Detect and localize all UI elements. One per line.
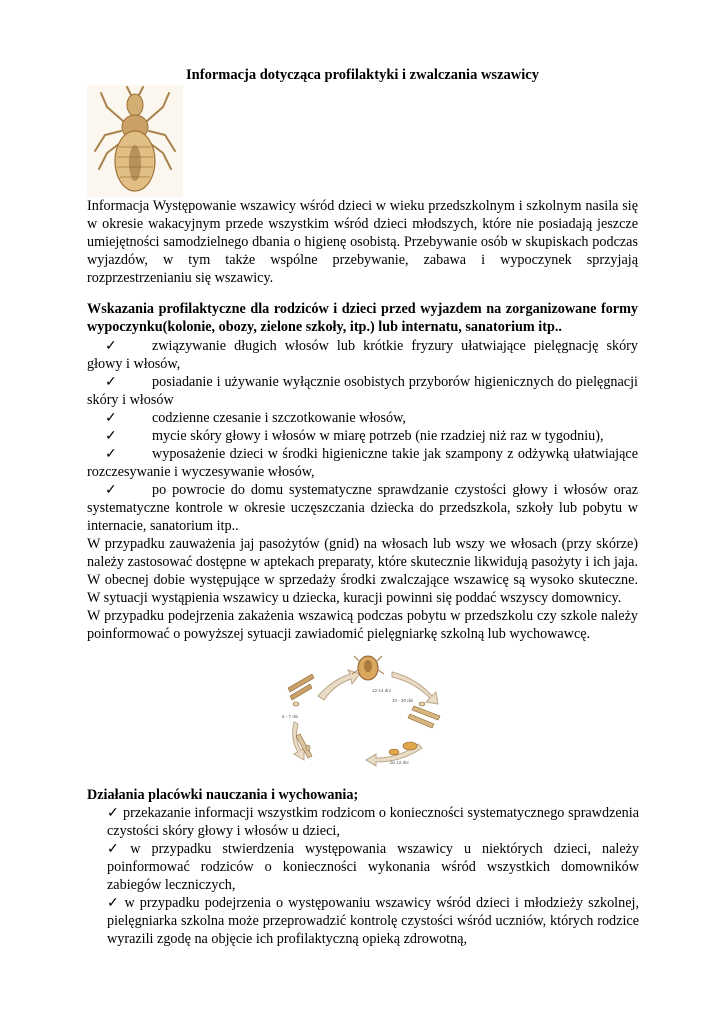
list-item — [107, 894, 639, 948]
intro-paragraph: Informacja Występowanie wszawicy wśród dzieci w wieku przedszkolnym i szkolnym nasila się w okresie wakacyjnym przede wszystkim wśród dzieci młodszych, które nie posiadają jeszcze umiejętności samodzielnego dbania o higienę osobistą. Przebywanie osób w skupiskach podczas wyjazdów, w tym także wspólne przebywanie, zabawa i wypoczynek sprzyjają rozprzestrzenianiu się wszawicy. — [87, 198, 638, 286]
list-item-text: wyposażenie dzieci w środki higieniczne takie jak szampony z odżywką ułatwiające rozczesywanie i wyczesywanie włosów, — [87, 446, 638, 480]
actions-heading: Działania placówki nauczania i wychowania; — [87, 787, 359, 803]
treatment-paragraph: W przypadku zauważenia jaj pasożytów (gnid) na włosach lub wszy we włosach (przy skórze) należy zastosować dostępne w aptekach preparaty, które skutecznie likwidują pasożyty i ich jaja. W obecnej dobie występujące w sprzedaży środki zwalczające wszawicę są wysoko skuteczne. W sytuacji wystąpienia wszawicy u dziecka, kuracji powinni się poddać wszyscy domownicy. — [87, 536, 638, 606]
check-mark-icon: ✓ — [105, 446, 117, 462]
list-item — [87, 427, 638, 445]
check-mark-icon: ✓ — [107, 895, 121, 911]
check-mark-icon: ✓ — [107, 805, 120, 821]
school-paragraph: W przypadku podejrzenia zakażenia wszawicą podczas pobytu w przedszkolu czy szkole należy poinformować o powyższej sytuacji zawiadomić pielęgniarkę szkolną lub wychowawcę. — [87, 608, 638, 642]
list-item — [87, 409, 638, 427]
check-mark-icon: ✓ — [107, 841, 127, 857]
list-item — [107, 840, 639, 894]
cycle-label-left: 6 - 7 dni — [282, 714, 299, 719]
recommendations-heading: Wskazania profilaktyczne dla rodziców i dzieci przed wyjazdem na zorganizowane formy wypoczynku(kolonie, obozy, zielone szkoły, itp.) lub internatu, sanatorium itp.. — [87, 301, 638, 335]
page-title: Informacja dotycząca profilaktyki i zwalczania wszawicy — [186, 67, 539, 83]
list-item-text: po powrocie do domu systematyczne sprawdzanie czystości głowy i włosów oraz systematyczne kontrole w okresie uczęszczania dziecka do przedszkola, szkoły lub pobytu w internacie, sanatorium itp.. — [87, 482, 638, 534]
list-item — [87, 337, 638, 373]
check-mark-icon: ✓ — [105, 338, 117, 354]
check-mark-icon: ✓ — [105, 410, 117, 426]
list-item — [87, 445, 638, 481]
actions-list — [107, 804, 639, 948]
list-item-text: codzienne czesanie i szczotkowanie włosów, — [152, 410, 406, 426]
list-item — [87, 373, 638, 409]
cycle-label-right: 10 - 20 dni — [392, 698, 414, 703]
list-item-text: mycie skóry głowy i włosów w miarę potrzeb (nie rzadziej niż raz w tygodniu), — [152, 428, 604, 444]
list-item-text: w przypadku podejrzenia o występowaniu wszawicy wśród dzieci i młodzieży szkolnej, pielęgniarka szkolna może przeprowadzić kontrolę czystości wśród uczniów, których rodzice wyrazili zgodę na objęcie ich profilaktyczną opieką zdrowotną, — [107, 895, 640, 947]
cycle-label-bottom-right: do 12 dni — [390, 760, 409, 765]
recommendations-list — [87, 337, 638, 643]
list-item-text: związywanie długich włosów lub krótkie fryzury ułatwiające pielęgnację skóry głowy i włosów, — [87, 338, 638, 372]
check-mark-icon: ✓ — [105, 482, 117, 498]
list-item-text: przekazanie informacji wszystkim rodzicom o konieczności systematycznego sprawdzenia czystości skóry głowy i włosów u dzieci, — [107, 805, 639, 839]
cycle-label-top: 12-14 dni — [372, 688, 391, 693]
lice-life-cycle-diagram — [272, 652, 460, 770]
list-item — [87, 481, 638, 535]
louse-photo — [87, 85, 183, 197]
list-item-text: w przypadku stwierdzenia występowania wszawicy u niektórych dzieci, należy poinformować rodziców o konieczności wykonania wśród wszystkich domowników zabiegów leczniczych, — [107, 841, 640, 893]
check-mark-icon: ✓ — [105, 428, 117, 444]
list-item-text: posiadanie i używanie wyłącznie osobistych przyborów higienicznych do pielęgnacji skóry i włosów — [87, 374, 638, 408]
check-mark-icon: ✓ — [105, 374, 117, 390]
list-item — [107, 804, 639, 840]
